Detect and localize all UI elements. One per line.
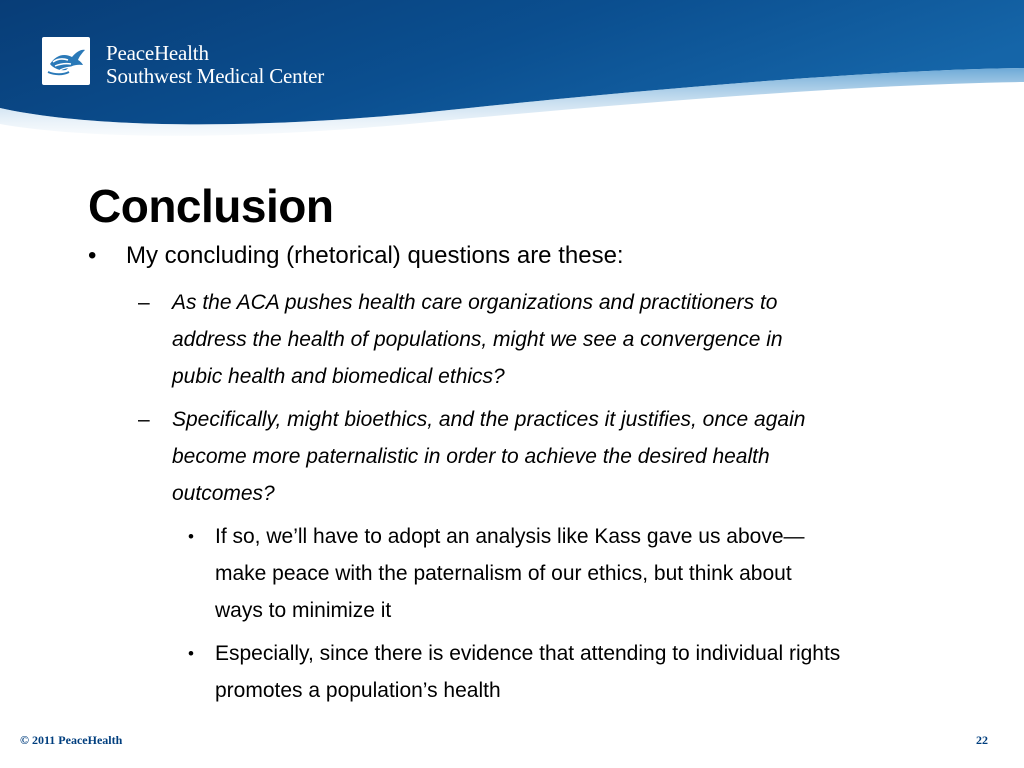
dash-marker: – xyxy=(138,408,150,431)
text-line: As the ACA pushes health care organizations and practitioners to xyxy=(172,291,778,314)
brand-line-1: PeaceHealth xyxy=(106,41,209,65)
text-line: Specifically, might bioethics, and the practices it justifies, once again xyxy=(172,408,806,431)
text-line: promotes a population’s health xyxy=(215,679,501,702)
brand-line-2: Southwest Medical Center xyxy=(106,64,324,88)
sub-point-text xyxy=(172,284,783,395)
bullet-marker: • xyxy=(188,644,194,663)
text-line: Especially, since there is evidence that attending to individual rights xyxy=(215,642,841,665)
text-line: address the health of populations, might we see a convergence in xyxy=(172,328,783,351)
text-line: become more paternalistic in order to achieve the desired health xyxy=(172,445,770,468)
bullet-marker: • xyxy=(88,242,97,269)
dash-marker: – xyxy=(138,291,150,314)
bullet-marker: • xyxy=(188,527,194,546)
sub-point-text xyxy=(172,401,805,512)
bullet-text: My concluding (rhetorical) questions are these: xyxy=(126,242,624,269)
brand-name xyxy=(106,42,324,88)
page-number: 22 xyxy=(976,733,988,747)
text-line: pubic health and biomedical ethics? xyxy=(172,365,505,388)
copyright: © 2011 PeaceHealth xyxy=(20,733,123,747)
text-line: ways to minimize it xyxy=(215,599,392,622)
sub-sub-point-text xyxy=(215,635,840,709)
sub-sub-point-text xyxy=(215,518,805,629)
text-line: make peace with the paternalism of our ethics, but think about xyxy=(215,562,792,585)
slide-title: Conclusion xyxy=(88,180,334,232)
text-line: If so, we’ll have to adopt an analysis like Kass gave us above— xyxy=(215,525,805,548)
dove-logo-icon xyxy=(42,37,90,85)
text-line: outcomes? xyxy=(172,482,275,505)
